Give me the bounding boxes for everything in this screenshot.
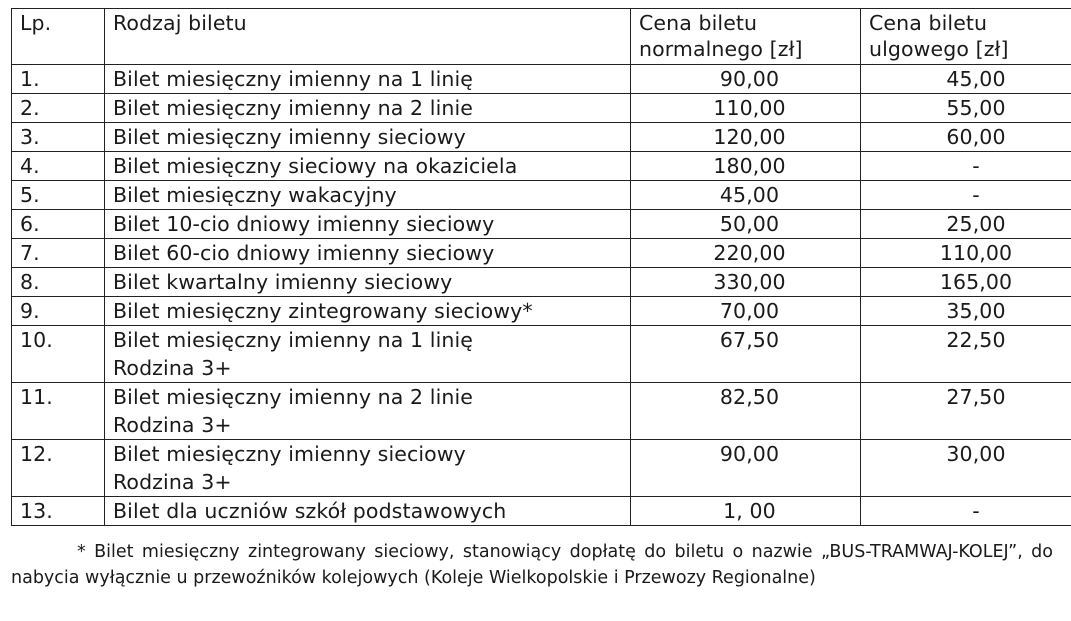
row-reduced-price: 30,00 bbox=[861, 440, 1071, 497]
row-normal-price: 110,00 bbox=[631, 94, 861, 123]
table-row bbox=[12, 326, 1071, 383]
row-lp: 11. bbox=[12, 383, 105, 440]
row-ticket-name bbox=[105, 440, 631, 497]
header-normal-price: Cena biletu normalnego [zł] bbox=[631, 9, 861, 65]
row-ticket-name-line1: Bilet miesięczny imienny sieciowy bbox=[113, 442, 466, 466]
row-normal-price: 45,00 bbox=[631, 181, 861, 210]
row-ticket-name: Bilet dla uczniów szkół podstawowych bbox=[105, 497, 631, 526]
row-lp: 9. bbox=[12, 297, 105, 326]
row-ticket-name: Bilet kwartalny imienny sieciowy bbox=[105, 268, 631, 297]
row-lp: 3. bbox=[12, 123, 105, 152]
row-ticket-name-line2: Rodzina 3+ bbox=[113, 356, 232, 380]
ticket-price-table bbox=[11, 8, 1071, 526]
row-lp: 6. bbox=[12, 210, 105, 239]
row-ticket-name: Bilet miesięczny imienny na 1 linię bbox=[105, 65, 631, 94]
row-normal-price: 120,00 bbox=[631, 123, 861, 152]
row-lp: 10. bbox=[12, 326, 105, 383]
row-ticket-name bbox=[105, 383, 631, 440]
table-row bbox=[12, 497, 1071, 526]
table-row bbox=[12, 152, 1071, 181]
row-reduced-price: 60,00 bbox=[861, 123, 1071, 152]
row-normal-price: 90,00 bbox=[631, 65, 861, 94]
table-header-row bbox=[12, 9, 1071, 65]
row-lp: 4. bbox=[12, 152, 105, 181]
row-ticket-name: Bilet 60-cio dniowy imienny sieciowy bbox=[105, 239, 631, 268]
row-ticket-name-line2: Rodzina 3+ bbox=[113, 470, 232, 494]
row-reduced-price: - bbox=[861, 181, 1071, 210]
row-reduced-price: 45,00 bbox=[861, 65, 1071, 94]
row-lp: 7. bbox=[12, 239, 105, 268]
row-normal-price: 220,00 bbox=[631, 239, 861, 268]
row-ticket-name: Bilet miesięczny zintegrowany sieciowy* bbox=[105, 297, 631, 326]
table-row bbox=[12, 239, 1071, 268]
table-row bbox=[12, 181, 1071, 210]
row-lp: 5. bbox=[12, 181, 105, 210]
table-row bbox=[12, 94, 1071, 123]
table-row bbox=[12, 440, 1071, 497]
row-ticket-name-line1: Bilet miesięczny imienny na 1 linię bbox=[113, 328, 473, 352]
row-ticket-name: Bilet 10-cio dniowy imienny sieciowy bbox=[105, 210, 631, 239]
header-lp: Lp. bbox=[12, 9, 105, 65]
row-reduced-price: 165,00 bbox=[861, 268, 1071, 297]
row-lp: 8. bbox=[12, 268, 105, 297]
row-normal-price: 180,00 bbox=[631, 152, 861, 181]
table-row bbox=[12, 297, 1071, 326]
row-ticket-name: Bilet miesięczny wakacyjny bbox=[105, 181, 631, 210]
table-row bbox=[12, 383, 1071, 440]
row-normal-price: 1, 00 bbox=[631, 497, 861, 526]
row-lp: 2. bbox=[12, 94, 105, 123]
row-ticket-name-line2: Rodzina 3+ bbox=[113, 413, 232, 437]
header-reduced-price: Cena biletu ulgowego [zł] bbox=[861, 9, 1071, 65]
row-normal-price: 67,50 bbox=[631, 326, 861, 383]
document-page bbox=[11, 8, 1063, 609]
row-lp: 12. bbox=[12, 440, 105, 497]
row-normal-price: 50,00 bbox=[631, 210, 861, 239]
row-lp: 13. bbox=[12, 497, 105, 526]
table-row bbox=[12, 210, 1071, 239]
row-reduced-price: 110,00 bbox=[861, 239, 1071, 268]
row-reduced-price: 55,00 bbox=[861, 94, 1071, 123]
row-normal-price: 82,50 bbox=[631, 383, 861, 440]
row-ticket-name bbox=[105, 326, 631, 383]
row-reduced-price: 27,50 bbox=[861, 383, 1071, 440]
row-reduced-price: - bbox=[861, 152, 1071, 181]
header-ticket-type: Rodzaj biletu bbox=[105, 9, 631, 65]
row-reduced-price: 35,00 bbox=[861, 297, 1071, 326]
row-reduced-price: - bbox=[861, 497, 1071, 526]
row-ticket-name-line1: Bilet miesięczny imienny na 2 linie bbox=[113, 385, 473, 409]
table-row bbox=[12, 268, 1071, 297]
row-ticket-name: Bilet miesięczny sieciowy na okaziciela bbox=[105, 152, 631, 181]
row-reduced-price: 25,00 bbox=[861, 210, 1071, 239]
footnote: * Bilet miesięczny zintegrowany sieciowy, stanowiący dopłatę do biletu o nazwie „BUS-TRAMWAJ-KOLEJ”, do nabycia wyłącznie u przewoźników kolejowych (Koleje Wielkopolskie i Przewozy Regionalne) bbox=[11, 542, 1053, 588]
row-ticket-name: Bilet miesięczny imienny na 2 linie bbox=[105, 94, 631, 123]
row-reduced-price: 22,50 bbox=[861, 326, 1071, 383]
row-lp: 1. bbox=[12, 65, 105, 94]
row-ticket-name: Bilet miesięczny imienny sieciowy bbox=[105, 123, 631, 152]
table-row bbox=[12, 123, 1071, 152]
row-normal-price: 70,00 bbox=[631, 297, 861, 326]
table-row bbox=[12, 65, 1071, 94]
row-normal-price: 90,00 bbox=[631, 440, 861, 497]
row-normal-price: 330,00 bbox=[631, 268, 861, 297]
